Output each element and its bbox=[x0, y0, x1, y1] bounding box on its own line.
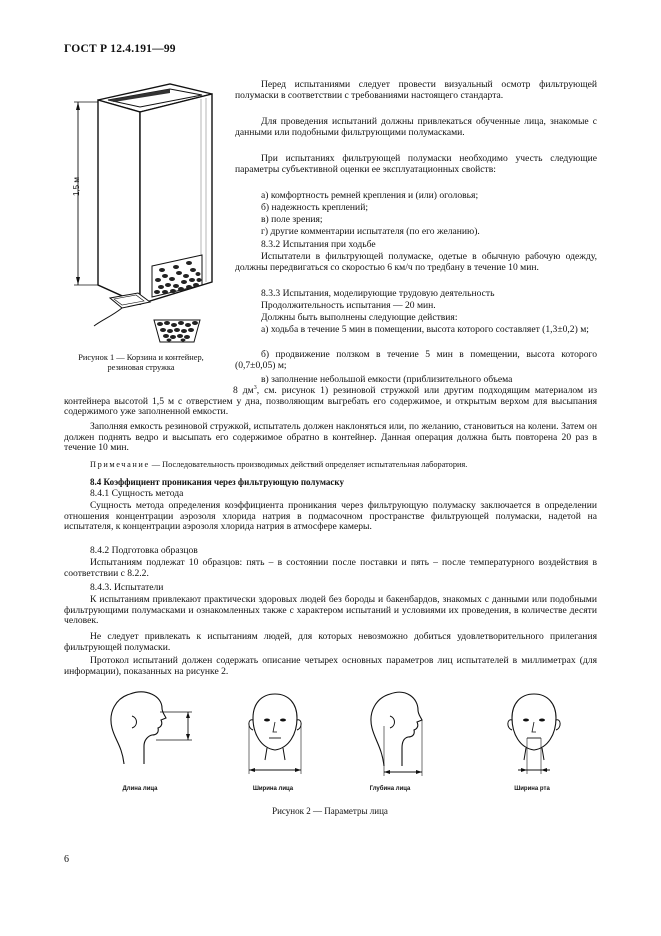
paragraph: Сущность метода определения коэффициента проникания через фильтрующую полумаску заключается в определении отношения концентрации аэрозоля хлорида натрия в подмасочном пространстве фильтрующей полумаски, надетой на испытателя, к концентрации аэрозоля хлорида натрия в атмосфере камеры. bbox=[64, 500, 597, 533]
paragraph: Перед испытаниями следует провести визуальный осмотр фильтрующей полумаски в соответствии с требованиями настоящего стандарта. bbox=[235, 79, 597, 101]
page-number: 6 bbox=[64, 854, 69, 865]
subsection-heading: 8.3.2 Испытания при ходьбе bbox=[261, 239, 376, 250]
list-item: а) комфортность ремней крепления и (или) оголовья; bbox=[261, 190, 479, 201]
paragraph: Испытатели в фильтрующей полумаске, одетые в обычную рабочую одежду, должны передвигаться со скоростью 6 км/ч по тредбану в течение 10 мин. bbox=[235, 251, 597, 273]
list-item: б) надежность креплений; bbox=[261, 202, 368, 213]
paragraph: При испытаниях фильтрующей полумаски необходимо учесть следующие параметры субъективной оценки ее эксплуатационных свойств: bbox=[235, 153, 597, 175]
figure-1-container-drawing bbox=[64, 80, 234, 345]
face-profile-length-drawing bbox=[100, 690, 210, 770]
subsection-heading: 8.3.3 Испытания, моделирующие трудовую деятельность bbox=[261, 288, 495, 299]
figure-2-label-mouth-width: Ширина рта bbox=[514, 786, 550, 792]
figure-2-label-face-length: Длина лица bbox=[122, 786, 158, 792]
paragraph: Должны быть выполнены следующие действия: bbox=[261, 312, 458, 323]
list-item: б) продвижение ползком в течение 5 мин в помещении, высота которого (0,7±0,05) м; bbox=[235, 349, 597, 371]
section-heading: 8.4 Коэффициент проникания через фильтрующую полумаску bbox=[90, 477, 344, 487]
activity-c-rest: , см. рисунок 1) резиновой стружкой или другим подходящим материалом из контейнера высотой 1,5 м с отверстием у дна, позволяющим выгребать его содержимое, и открытым верхом для высыпания содержимого уже заполненной емкости. bbox=[64, 385, 598, 418]
list-item: в) заполнение небольшой емкости (приблизительного объема bbox=[261, 374, 513, 385]
subsection-heading: 8.4.3. Испытатели bbox=[90, 582, 164, 593]
note-text: — Последовательность производимых действий определяет испытательная лаборатория. bbox=[149, 460, 468, 469]
subsection-heading: 8.4.1 Сущность метода bbox=[90, 488, 184, 499]
paragraph: Для проведения испытаний должны привлекаться обученные лица, знакомые с данными или подобными фильтрующими полумасками. bbox=[235, 116, 597, 138]
paragraph: Испытаниям подлежат 10 образцов: пять – в состоянии после поставки и пять – после температурного воздействия в соответствии с 8.2.2. bbox=[64, 557, 597, 579]
document-header: ГОСТ Р 12.4.191—99 bbox=[64, 43, 176, 55]
figure-2-label-face-depth: Глубина лица bbox=[369, 786, 411, 792]
list-item: а) ходьба в течение 5 мин в помещении, высота которого составляет (1,3±0,2) м; bbox=[261, 324, 589, 335]
figure-2-label-face-width: Ширина лица bbox=[252, 786, 294, 792]
figure-1-height-label: 1,5 м bbox=[72, 177, 81, 196]
paragraph: Заполняя емкость резиновой стружкой, испытатель должен наклоняться или, по желанию, становиться на колени. Затем он должен поднять ведро и высыпать его содержимое обратно в контейнер. Данная операция должна быть повторена 20 раз в течение 10 мин. bbox=[64, 421, 597, 454]
paragraph-continuation bbox=[64, 386, 597, 418]
figure-1-caption: Рисунок 1 — Корзина и контейнер, резиновая стружка bbox=[78, 353, 204, 372]
list-item: в) поле зрения; bbox=[261, 214, 323, 225]
paragraph: К испытаниям привлекают практически здоровых людей без бороды и бакенбардов, знакомых с данными или подобными фильтрующими полумасками и ознакомленных также с характером испытаний и условиями их проведения, в количестве десяти человек. bbox=[64, 594, 597, 627]
face-profile-depth-drawing bbox=[360, 690, 440, 780]
subsection-heading: 8.4.2 Подготовка образцов bbox=[90, 545, 198, 556]
face-front-mouth-width-drawing bbox=[494, 690, 574, 780]
paragraph: Не следует привлекать к испытаниям людей, для которых невозможно добиться удовлетворительного прилегания фильтрующей полумаски. bbox=[64, 631, 597, 653]
paragraph: Продолжительность испытания — 20 мин. bbox=[261, 300, 436, 311]
list-item: г) другие комментарии испытателя (по его желанию). bbox=[261, 226, 480, 237]
face-front-width-drawing bbox=[235, 690, 315, 780]
volume-value: 8 дм bbox=[233, 385, 254, 396]
volume-unit-superscript: 3 bbox=[253, 384, 257, 391]
note-label: Примечание bbox=[90, 460, 150, 469]
note bbox=[64, 460, 597, 471]
paragraph: Протокол испытаний должен содержать описание четырех основных параметров лиц испытателей в миллиметрах (для информации), показанных на рисунке 2. bbox=[64, 655, 597, 677]
figure-2-caption: Рисунок 2 — Параметры лица bbox=[272, 806, 388, 816]
